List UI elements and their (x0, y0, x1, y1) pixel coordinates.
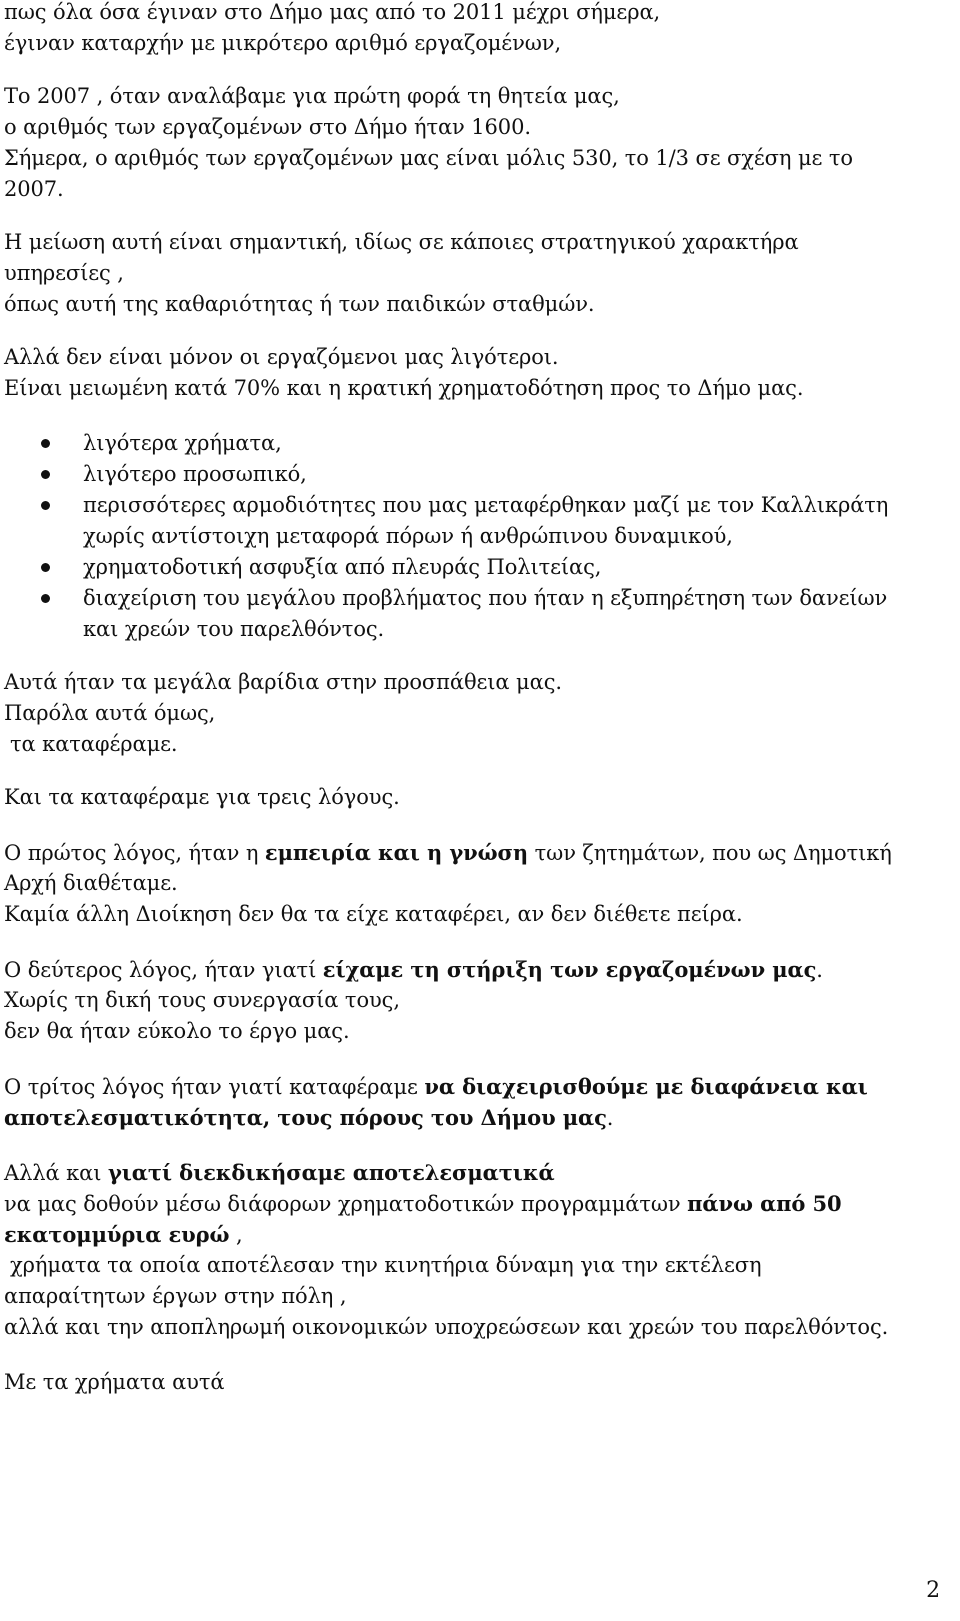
claims-line-3: εκατομμύρια ευρώ , (4, 1222, 243, 1247)
reason3-emphasis-2: αποτελεσματικότητα, τους πόρους του Δήμου μας (4, 1105, 607, 1130)
claims-line-1: Αλλά και γιατί διεκδικήσαμε αποτελεσματικά (4, 1160, 555, 1185)
reason3-line-1: Ο τρίτος λόγος ήταν γιατί καταφέραμε να διαχειρισθούμε με διαφάνεια και (4, 1074, 868, 1099)
employees-line-1: Το 2007 , όταν αναλάβαμε για πρώτη φορά τη θητεία μας, (4, 84, 620, 108)
reason3-line-2: αποτελεσματικότητα, τους πόρους του Δήμου μας. (4, 1105, 614, 1130)
claims-line-6: αλλά και την αποπληρωμή οικονομικών υποχρεώσεων και χρεών του παρελθόντος. (4, 1315, 889, 1339)
list-item: λιγότερο προσωπικό, (4, 459, 954, 490)
reduction-line-1: Η μείωση αυτή είναι σημαντική, ιδίως σε κάποιες στρατηγικού χαρακτήρα (4, 230, 799, 254)
document-page (4, 0, 954, 1398)
reasons-intro: Και τα καταφέραμε για τρεις λόγους. (4, 785, 400, 809)
reason3-emphasis-1: να διαχειρισθούμε με διαφάνεια και (424, 1074, 868, 1099)
intro-line-2: έγιναν καταρχήν με μικρότερο αριθμό εργαζομένων, (4, 31, 562, 55)
bullet-icon (41, 563, 50, 572)
reduction-line-3: όπως αυτή της καθαριότητας ή των παιδικών σταθμών. (4, 292, 595, 316)
bullet-icon (41, 470, 50, 479)
burdens-line-1: Αυτά ήταν τα μεγάλα βαρίδια στην προσπάθεια μας. (4, 670, 562, 694)
intro-line-1: πως όλα όσα έγιναν στο Δήμο μας από το 2011 μέχρι σήμερα, (4, 0, 661, 24)
reason1-line-3: Καμία άλλη Διοίκηση δεν θα τα είχε καταφέρει, αν δεν διέθετε πείρα. (4, 902, 743, 926)
reason2-line-3: δεν θα ήταν εύκολο το έργο μας. (4, 1019, 350, 1043)
reason2-emphasis: είχαμε τη στήριξη των εργαζομένων μας (322, 957, 817, 982)
list-item: χρηματοδοτική ασφυξία από πλευράς Πολιτείας, (4, 552, 954, 583)
list-item: περισσότερες αρμοδιότητες που μας μεταφέρθηκαν μαζί με τον Καλλικράτη χωρίς αντίστοιχη μεταφορά πόρων ή ανθρώπινου δυναμικού, (4, 490, 954, 552)
claims-line-5: απαραίτητων έργων στην πόλη , (4, 1284, 347, 1308)
claims-line-4: χρήματα τα οποία αποτέλεσαν την κινητήρια δύναμη για την εκτέλεση (10, 1253, 762, 1277)
reason2-line-2: Χωρίς τη δική τους συνεργασία τους, (4, 988, 400, 1012)
reason2-line-1: Ο δεύτερος λόγος, ήταν γιατί είχαμε τη στήριξη των εργαζομένων μας. (4, 957, 823, 982)
funding-line-1: Αλλά δεν είναι μόνον οι εργαζόμενοι μας λιγότεροι. (4, 345, 559, 369)
burdens-line-3: τα καταφέραμε. (10, 732, 178, 756)
problems-list (4, 428, 954, 645)
reason1-line-1: Ο πρώτος λόγος, ήταν η εμπειρία και η γνώση των ζητημάτων, που ως Δημοτική (4, 840, 892, 865)
claims-amount: πάνω από 50 (687, 1191, 842, 1216)
claims-amount-unit: εκατομμύρια ευρώ (4, 1222, 230, 1247)
bullet-icon (41, 501, 50, 510)
employees-line-2: ο αριθμός των εργαζομένων στο Δήμο ήταν 1600. (4, 115, 531, 139)
reason1-line-2: Αρχή διαθέταμε. (4, 871, 178, 895)
bullet-icon (41, 439, 50, 448)
list-item: διαχείριση του μεγάλου προβλήματος που ήταν η εξυπηρέτηση των δανείων και χρεών του παρελθόντος. (4, 583, 954, 645)
claims-emphasis: γιατί διεκδικήσαμε αποτελεσματικά (107, 1160, 555, 1185)
burdens-line-2: Παρόλα αυτά όμως, (4, 701, 216, 725)
reduction-line-2: υπηρεσίες , (4, 261, 124, 285)
employees-line-4: 2007. (4, 177, 64, 201)
employees-line-3: Σήμερα, ο αριθμός των εργαζομένων μας είναι μόλις 530, το 1/3 σε σχέση με το (4, 146, 853, 170)
page-number: 2 (926, 1578, 940, 1603)
reason1-emphasis: εμπειρία και η γνώση (264, 840, 529, 865)
bullet-icon (41, 594, 50, 603)
closing-line: Με τα χρήματα αυτά (4, 1370, 225, 1394)
claims-line-2: να μας δοθούν μέσω διάφορων χρηματοδοτικών προγραμμάτων πάνω από 50 (4, 1191, 842, 1216)
funding-line-2: Είναι μειωμένη κατά 70% και η κρατική χρηματοδότηση προς το Δήμο μας. (4, 376, 804, 400)
list-item: λιγότερα χρήματα, (4, 428, 954, 459)
